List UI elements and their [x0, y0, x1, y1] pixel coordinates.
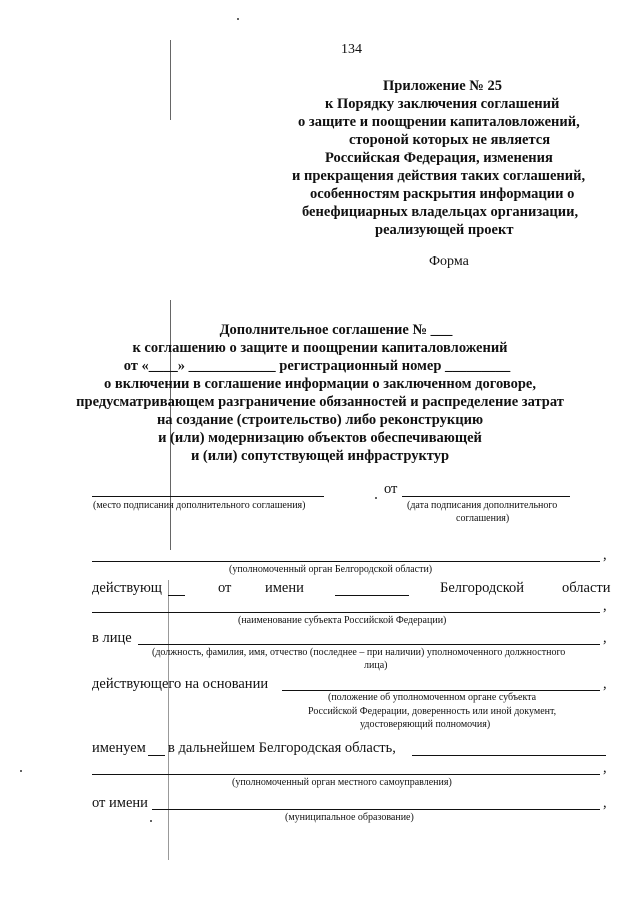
appendix-heading-line: стороной которых не является: [349, 132, 551, 148]
appendix-heading-line: к Порядку заключения соглашений: [325, 96, 560, 112]
basis-field[interactable]: [282, 690, 600, 691]
on-behalf-label: от имени: [92, 795, 148, 811]
on-word: от: [218, 580, 232, 596]
scan-artifact-dot: [150, 820, 152, 822]
agreement-number-line: Дополнительное соглашение № ___: [219, 322, 453, 338]
appendix-heading-line: о защите и поощрении капиталовложений,: [298, 114, 580, 130]
in-person-label: в лице: [92, 630, 132, 646]
agreement-registration-line: от «____» ____________ регистрационный номер _________: [123, 358, 511, 374]
acting-name-field[interactable]: [335, 595, 409, 596]
acting-basis-label: действующего на основании: [92, 676, 269, 692]
basis-caption: удостоверяющий полномочия): [360, 719, 491, 730]
line-comma: ,: [603, 547, 607, 563]
line-comma: ,: [603, 630, 607, 646]
appendix-heading-line: Приложение № 25: [383, 78, 502, 94]
subject-caption: (наименование субъекта Российской Федерации): [238, 615, 447, 626]
agreement-title-line: к соглашению о защите и поощрении капиталовложений: [132, 340, 508, 356]
signing-date-field[interactable]: [402, 496, 570, 497]
signing-place-field[interactable]: [92, 496, 324, 497]
line-comma: ,: [603, 598, 607, 614]
agreement-title-line: и (или) модернизацию объектов обеспечивающей: [158, 430, 482, 446]
form-label: Форма: [429, 254, 469, 269]
appendix-heading-line: бенефициарных владельцах организации,: [302, 204, 579, 220]
scan-artifact-line: [168, 580, 169, 860]
appendix-heading-line: Российская Федерация, изменения: [325, 150, 553, 166]
person-caption: лица): [364, 660, 388, 671]
scan-artifact-dot: [237, 18, 239, 20]
authorized-body-field[interactable]: [92, 561, 600, 562]
person-field[interactable]: [138, 644, 600, 645]
subject-field[interactable]: [92, 612, 600, 613]
signing-date-caption: (дата подписания дополнительного: [407, 500, 558, 511]
authorized-body-caption: (уполномоченный орган Белгородской области): [229, 564, 433, 575]
named-label: именуем: [92, 740, 146, 756]
named-field[interactable]: [412, 755, 606, 756]
name-word: имени: [265, 580, 304, 596]
appendix-heading-line: и прекращения действия таких соглашений,: [292, 168, 586, 184]
signing-from-label: от: [384, 481, 398, 497]
person-caption: (должность, фамилия, имя, отчество (последнее – при наличии) уполномоченного должностного: [152, 647, 566, 658]
line-comma: ,: [603, 676, 607, 692]
scan-artifact-line: [170, 40, 171, 120]
appendix-heading-line: реализующей проект: [375, 222, 514, 238]
scan-artifact-dot: [20, 770, 22, 772]
line-comma: ,: [603, 795, 607, 811]
acting-ending-field[interactable]: [168, 595, 185, 596]
appendix-heading-line: особенностям раскрытия информации о: [310, 186, 575, 202]
named-rest: в дальнейшем Белгородская область,: [168, 740, 396, 756]
municipality-field[interactable]: [152, 809, 600, 810]
municipality-caption: (муниципальное образование): [285, 812, 414, 823]
region-word: Белгородской: [440, 580, 525, 596]
line-comma: ,: [603, 760, 607, 776]
agreement-title-line: о включении в соглашение информации о заключенном договоре,: [104, 376, 536, 392]
named-ending-field[interactable]: [148, 755, 165, 756]
municipal-body-caption: (уполномоченный орган местного самоуправления): [232, 777, 452, 788]
oblast-word: области: [562, 580, 611, 596]
signing-date-caption: соглашения): [456, 513, 510, 524]
agreement-title-line: на создание (строительство) либо реконструкцию: [156, 412, 484, 428]
agreement-title-line: и (или) сопутствующей инфраструктур: [190, 448, 450, 464]
municipal-body-field[interactable]: [92, 774, 600, 775]
agreement-title-line: предусматривающем разграничение обязанностей и распределение затрат: [76, 394, 564, 410]
acting-word: действующ: [92, 580, 162, 596]
signing-place-caption: (место подписания дополнительного соглашения): [93, 500, 306, 511]
basis-caption: Российской Федерации, доверенность или иной документ,: [308, 706, 557, 717]
basis-caption: (положение об уполномоченном органе субъекта: [328, 692, 537, 703]
page-number: 134: [341, 42, 362, 57]
scan-artifact-dot: [375, 497, 377, 499]
